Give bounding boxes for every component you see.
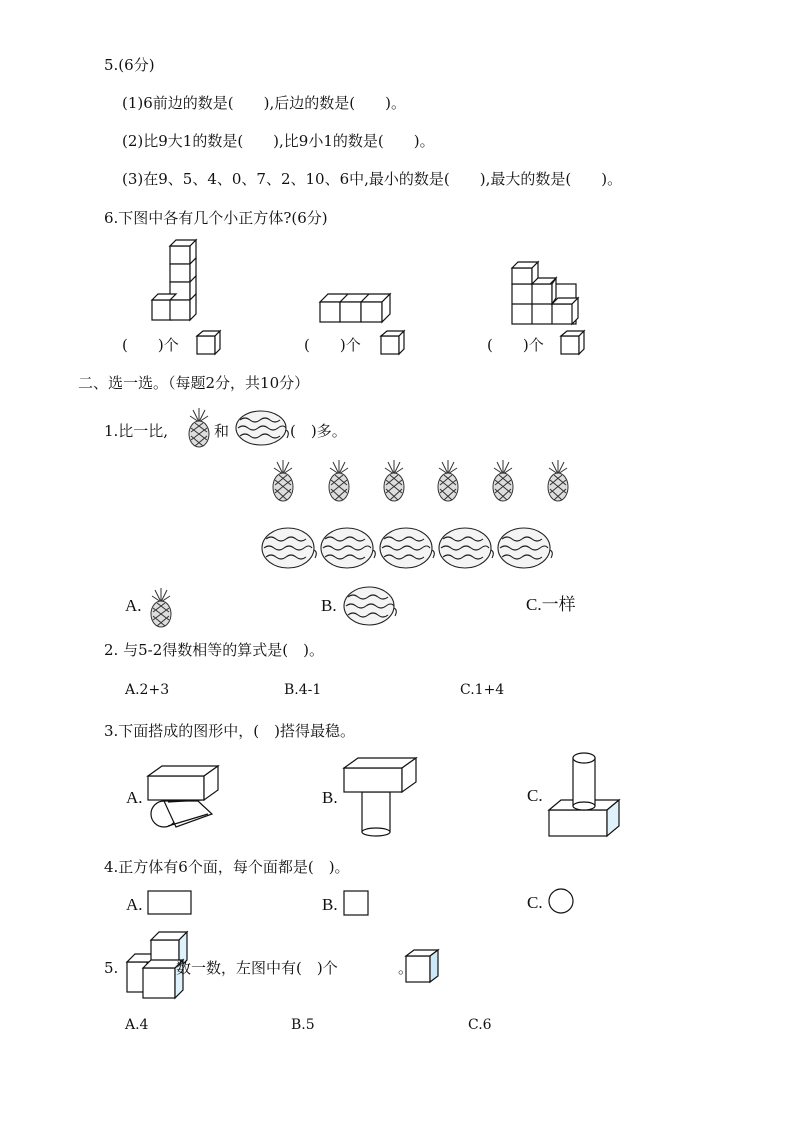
- watermelon-icon: [342, 584, 400, 628]
- s2-q5-option-c[interactable]: C.6: [468, 1017, 492, 1033]
- s2-q3-option-c[interactable]: C.: [527, 786, 543, 805]
- small-cube-icon: [380, 330, 406, 356]
- s2-q1-suffix: ( )多。: [290, 422, 347, 440]
- pineapple-row: [270, 460, 580, 504]
- section2-title: 二、选一选。（每题2分，共10分）: [78, 374, 310, 392]
- s2-q3-option-b[interactable]: B.: [322, 788, 338, 807]
- s2-q2-option-a[interactable]: A.2+3: [125, 682, 170, 698]
- cube-figure-3: [510, 260, 590, 330]
- s2-q2-option-b[interactable]: B.4-1: [284, 682, 322, 698]
- cylinder-on-cuboid-icon: [547, 750, 627, 840]
- q6-answer-3[interactable]: ( )个: [487, 336, 544, 354]
- s2-q4-option-a[interactable]: A.: [126, 895, 143, 914]
- s2-q5-text: 数一数，左图中有( )个: [176, 959, 338, 977]
- s2-q1-option-c[interactable]: C.一样: [526, 595, 576, 614]
- watermelon-icon: [234, 408, 292, 448]
- circle-shape-icon: [548, 888, 578, 918]
- cube-figure-2: [318, 290, 398, 330]
- s2-q3-option-a[interactable]: A.: [126, 788, 143, 807]
- q5-sub1: (1)6前边的数是( ),后边的数是( )。: [122, 94, 406, 112]
- rectangle-shape-icon: [147, 890, 193, 916]
- pineapple-icon: [148, 588, 174, 628]
- s2-q1-prefix: 1.比一比,: [104, 422, 169, 440]
- s2-q5-prefix: 5.: [104, 959, 119, 977]
- s2-q1-option-b[interactable]: B.: [321, 596, 337, 615]
- q6-answer-1[interactable]: ( )个: [122, 336, 179, 354]
- s2-q5-option-a[interactable]: A.4: [125, 1017, 149, 1033]
- small-cube-icon: [560, 330, 586, 356]
- s2-q4-text: 4.正方体有6个面，每个面都是( )。: [104, 858, 350, 876]
- cube-figure-1: [150, 238, 230, 328]
- s2-q1-mid: 和: [214, 422, 230, 440]
- cuboid-on-cylinder-icon: [146, 764, 226, 832]
- q5-title: 5.(6分): [104, 56, 155, 74]
- q6-title: 6.下图中各有几个小正方体?(6分): [104, 209, 328, 227]
- pineapple-icon: [186, 408, 212, 448]
- square-shape-icon: [343, 890, 371, 918]
- watermelon-row: [260, 525, 570, 575]
- s2-q3-text: 3.下面搭成的图形中，( )搭得最稳。: [104, 722, 356, 740]
- s2-q5-option-b[interactable]: B.5: [291, 1017, 315, 1033]
- s2-q4-option-b[interactable]: B.: [322, 895, 338, 914]
- q6-answer-2[interactable]: ( )个: [304, 336, 361, 354]
- s2-q1-option-a[interactable]: A.: [125, 596, 142, 615]
- s2-q5-suffix: 。: [398, 959, 414, 977]
- q5-sub3: (3)在9、5、4、0、7、2、10、6中,最小的数是( ),最大的数是( )。: [122, 170, 623, 188]
- q5-sub2: (2)比9大1的数是( ),比9小1的数是( )。: [122, 132, 435, 150]
- small-cube-icon: [196, 330, 222, 356]
- s2-q4-option-c[interactable]: C.: [527, 893, 543, 912]
- cuboid-on-cylinder-t-icon: [342, 756, 422, 838]
- s2-q2-option-c[interactable]: C.1+4: [460, 682, 505, 698]
- s2-q2-text: 2. 与5-2得数相等的算式是( )。: [104, 641, 324, 659]
